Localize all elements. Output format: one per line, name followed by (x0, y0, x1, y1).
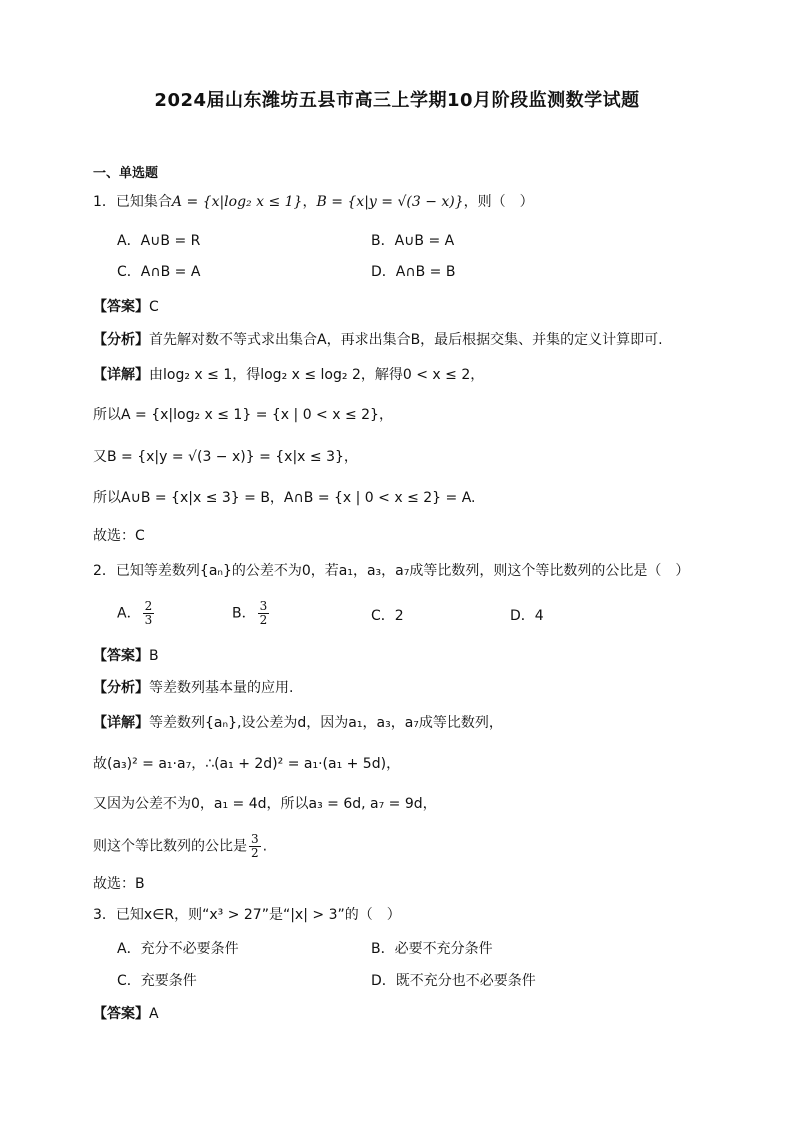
q2-analysis-text: 等差数列基本量的应用. (149, 680, 294, 696)
section-heading: 一、单选题 (93, 166, 159, 181)
q2-analysis (93, 678, 293, 698)
q2-stem: 2．已知等差数列{aₙ}的公差不为0，若a₁，a₃，a₇成等比数列，则这个等比数列的公比是（ ） (93, 563, 690, 579)
q2-detail-4 (93, 833, 267, 860)
q1-stem-prefix: 1．已知集合 (93, 194, 172, 210)
q3-answer-value: A (149, 1006, 159, 1022)
q1-detail-1 (93, 365, 484, 385)
analysis-tag: 【分析】 (93, 332, 149, 348)
q2-detail-4-suffix: . (262, 838, 268, 855)
q1-detail-1-text: 由log₂ x ≤ 1，得log₂ x ≤ log₂ 2，解得0 < x ≤ 2， (149, 367, 485, 383)
q2-option-a-numerator: 2 (144, 599, 153, 613)
q1-separator: ， (302, 194, 317, 210)
q1-analysis-text: 首先解对数不等式求出集合A，再求出集合B，最后根据交集、并集的定义计算即可. (149, 332, 663, 348)
q1-option-c: C．A∩B = A (117, 264, 201, 280)
q2-detail-4-prefix: 则这个等比数列的公比是 (93, 838, 247, 855)
q2-option-b-fraction (258, 600, 270, 627)
q1-stem (93, 192, 534, 212)
q2-answer (93, 646, 159, 666)
q3-stem: 3．已知x∈R，则“x³ > 27”是“|x| > 3”的（ ） (93, 907, 401, 923)
q1-stem-suffix: ，则（ ） (463, 194, 534, 210)
q2-detail-4-denominator: 2 (251, 846, 259, 860)
q2-detail-2: 故(a₃)² = a₁·a₇，∴(a₁ + 2d)² = a₁·(a₁ + 5d)， (93, 756, 401, 772)
q1-set-a: A = {x|log₂ x ≤ 1} (171, 194, 303, 210)
q1-answer (93, 297, 159, 317)
analysis-tag: 【分析】 (93, 680, 149, 696)
q3-option-c: C．充要条件 (117, 973, 197, 989)
q1-option-a: A．A∪B = R (117, 233, 201, 249)
q3-answer (93, 1004, 159, 1024)
q1-set-b: B = {x|y = √(3 − x)} (316, 194, 464, 210)
q1-answer-value: C (149, 299, 159, 315)
q1-detail-4: 所以A∪B = {x|x ≤ 3} = B，A∩B = {x | 0 < x ≤ 2} = A. (93, 490, 476, 506)
q2-detail-3: 又因为公差不为0，a₁ = 4d，所以a₃ = 6d, a₇ = 9d， (93, 796, 437, 812)
q2-answer-value: B (149, 648, 159, 664)
q3-option-b: B．必要不充分条件 (371, 941, 493, 957)
q2-option-c: C．2 (371, 608, 404, 624)
q1-detail-2: 所以A = {x|log₂ x ≤ 1} = {x | 0 < x ≤ 2}， (93, 407, 393, 423)
q2-option-a-denominator: 3 (144, 613, 153, 627)
q2-option-b (232, 600, 271, 627)
answer-tag: 【答案】 (93, 1006, 149, 1022)
q2-option-b-denominator: 2 (259, 613, 268, 627)
q2-detail-4-numerator: 3 (251, 832, 259, 846)
detail-tag: 【详解】 (93, 367, 149, 383)
q3-option-d: D．既不充分也不必要条件 (371, 973, 536, 989)
q2-option-d: D．4 (510, 608, 544, 624)
q2-option-a (117, 600, 156, 627)
q1-option-b: B．A∪B = A (371, 233, 455, 249)
q3-option-a: A．充分不必要条件 (117, 941, 239, 957)
answer-tag: 【答案】 (93, 299, 149, 315)
q1-choice: 故选：C (93, 528, 145, 544)
q1-detail-3: 又B = {x|y = √(3 − x)} = {x|x ≤ 3}， (93, 449, 358, 465)
detail-tag: 【详解】 (93, 715, 149, 731)
q2-detail-1 (93, 713, 503, 733)
q1-analysis (93, 330, 663, 350)
q2-choice: 故选：B (93, 876, 145, 892)
q2-option-b-numerator: 3 (259, 599, 268, 613)
answer-tag: 【答案】 (93, 648, 149, 664)
document-title: 2024届山东潍坊五县市高三上学期10月阶段监测数学试题 (154, 90, 640, 111)
q2-detail-1-text: 等差数列{aₙ},设公差为d，因为a₁，a₃，a₇成等比数列， (149, 715, 503, 731)
q2-option-a-label: A． (117, 605, 141, 622)
q2-detail-4-fraction (249, 833, 261, 860)
q1-option-d: D．A∩B = B (371, 264, 456, 280)
q2-option-a-fraction (143, 600, 155, 627)
q2-option-b-label: B． (232, 605, 256, 622)
